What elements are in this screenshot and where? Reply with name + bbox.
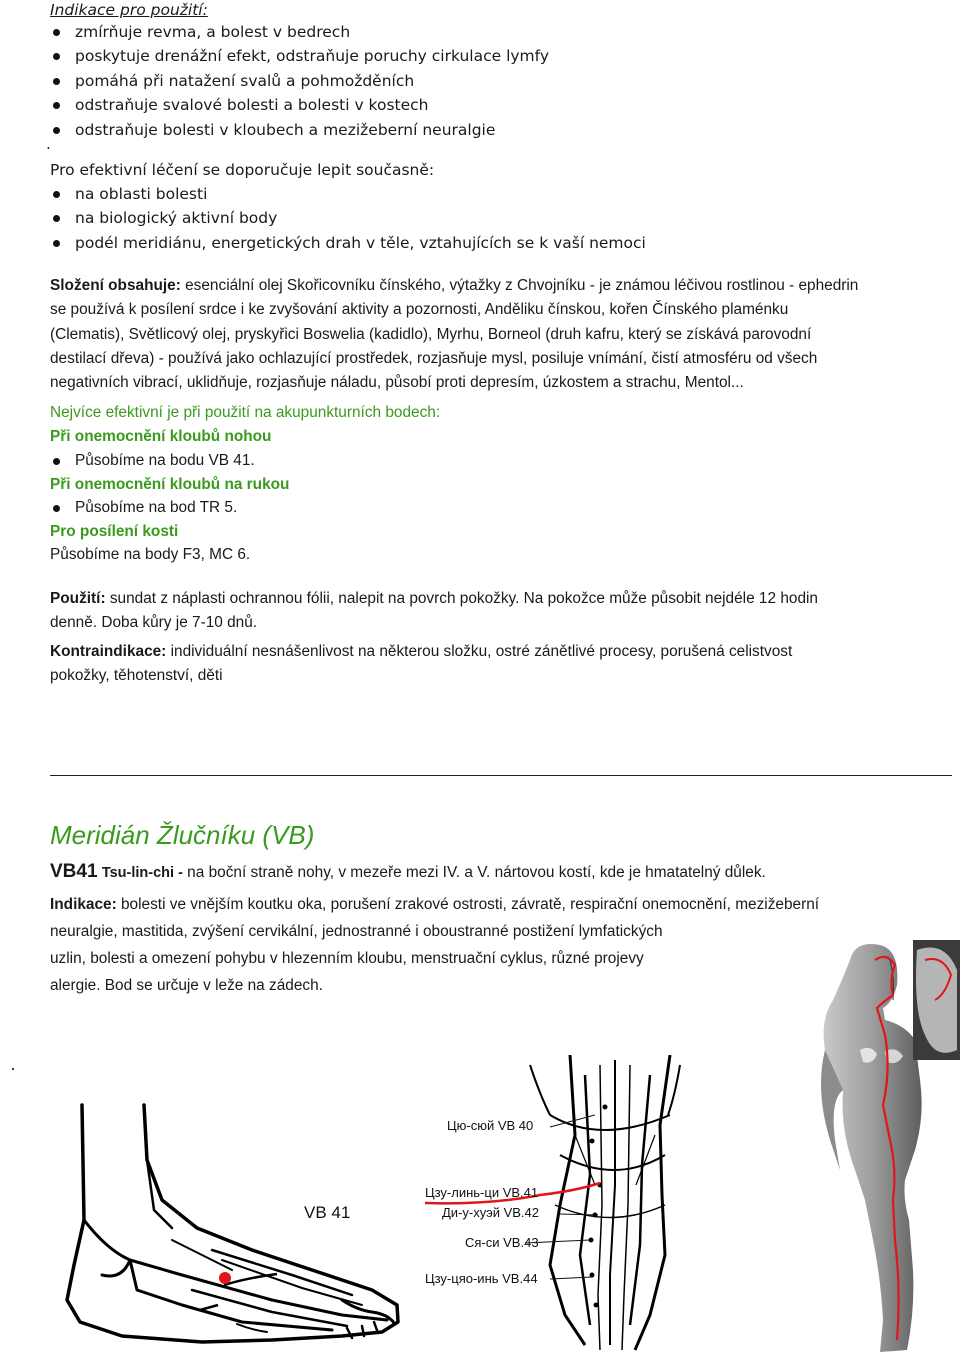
arms-list (50, 496, 237, 520)
usage-line: sundat z náplasti ochrannou fólii, nalepit na povrch pokožky. Na pokožce může působit nejdéle 12 hodin (105, 590, 818, 607)
list-item: poskytuje drenážní efekt, odstraňuje poruchy cirkulace lymfy (50, 44, 549, 68)
contraindications-label: Kontraindikace: (50, 643, 167, 660)
point-code: VB41 (50, 861, 98, 882)
point-desc: na boční straně nohy, v mezeře mezi IV. a V. nártovou kostí, kde je hmatatelný důlek. (182, 864, 766, 881)
list-item: podél meridiánu, energetických drah v těle, vztahujících se k vaší nemoci (50, 231, 646, 255)
stray-dot (12, 1068, 14, 1070)
composition-label: Složení obsahuje: (50, 277, 181, 294)
meridian-indications-line: neuralgie, mastitida, zvýšení cervikální, jednostranné i oboustranné postižení lymfatických (50, 923, 663, 940)
list-item: pomáhá při natažení svalů a pohmožděních (50, 69, 549, 93)
composition-line: se používá k posílení srdce i ke zvyšování aktivity a pozornosti, Anděliku čínskou, kořen Čínského plaménku (50, 301, 789, 319)
meridian-indications-label: Indikace: (50, 896, 117, 913)
composition-line: esenciální olej Skořicovníku čínského, výtažky z Chvojníku - je známou léčivou rostlinou - ephedrin (180, 277, 859, 294)
point-line (50, 858, 766, 887)
figure-label: Ди-у-хуэй VB.42 (442, 1205, 539, 1220)
list-item: odstraňuje bolesti v kloubech a mezižeberní neuralgie (50, 118, 549, 142)
contraindications-line: individuální nesnášenlivost na některou složku, ostré zánětlivé procesy, porušená celistvost (166, 643, 793, 660)
composition-line: destilací dřeva) - používá jako ochlazující prostředek, rozjasňuje mysl, posiluje vnímání, čistí atmosféru od všech (50, 349, 818, 367)
composition-line: negativních vibrací, uklidňuje, rozjasňuje náladu, působí proti depresím, úzkostem a strachu, Mentol... (50, 374, 744, 392)
legs-list (50, 449, 255, 473)
usage-line: denně. Doba kůry je 7-10 dnů. (50, 614, 258, 632)
acupuncture-heading: Nejvíce efektivní je při použití na akupunkturních bodech: (50, 404, 441, 421)
usage-label: Použití: (50, 590, 106, 607)
contraindications-line: pokožky, těhotenství, děti (50, 667, 223, 685)
body-meridian-illustration (785, 940, 960, 1360)
bones-text: Působíme na body F3, MC 6. (50, 546, 251, 563)
application-intro: Pro efektivní léčení se doporučuje lepit současně: (50, 161, 435, 179)
meridian-indications-line: alergie. Bod se určuje v leže na zádech. (50, 977, 323, 994)
figure-label: VB 41 (304, 1203, 351, 1222)
point-name: Tsu-lin-chi - (101, 865, 183, 881)
list-item: zmírňuje revma, a bolest v bedrech (50, 20, 549, 44)
indications-list (50, 20, 549, 142)
stray-dot: . (46, 135, 51, 153)
foot-side-illustration (12, 1100, 407, 1350)
composition-paragraph (50, 274, 960, 395)
list-item: na biologický aktivní body (50, 206, 646, 230)
separator-line (50, 775, 952, 776)
figure-label: Ся-си VB.43 (465, 1235, 539, 1250)
legs-heading: Při onemocnění kloubů nohou (50, 428, 272, 445)
acupoint-marker (219, 1272, 231, 1284)
figure-label: Цю-сюй VB 40 (447, 1118, 534, 1133)
arms-heading: Při onemocnění kloubů na rukou (50, 476, 290, 493)
application-list (50, 182, 646, 255)
composition-line: (Clematis), Světlicový olej, pryskyřici Boswelia (kadidlo), Myrhu, Borneol (druh kafru, který se získává parovodní (50, 325, 812, 343)
list-item: Působíme na bodu VB 41. (50, 449, 255, 473)
list-item: Působíme na bod TR 5. (50, 496, 237, 520)
meridian-indications-line: uzlin, bolesti a omezení pohybu v hlezenním kloubu, menstruační cyklus, různé projevy (50, 950, 644, 967)
figure-label: Цзу-линь-ци VB.41 (425, 1185, 539, 1200)
list-item: na oblasti bolesti (50, 182, 646, 206)
indications-heading: Indikace pro použití: (50, 1, 208, 19)
meridian-indications-line: bolesti ve vnějším koutku oka, porušení zrakové ostrosti, závratě, respirační onemocnění, mezižeberní (116, 896, 820, 913)
bones-heading: Pro posílení kosti (50, 523, 179, 540)
contraindications-paragraph (50, 640, 960, 689)
figure-label: Цзу-цяо-инь VB.44 (425, 1271, 538, 1286)
usage-paragraph (50, 587, 960, 636)
foot-top-illustration (410, 1055, 810, 1355)
list-item: odstraňuje svalové bolesti a bolesti v kostech (50, 93, 549, 117)
meridian-title: Meridián Žlučníku (VB) (50, 820, 315, 850)
